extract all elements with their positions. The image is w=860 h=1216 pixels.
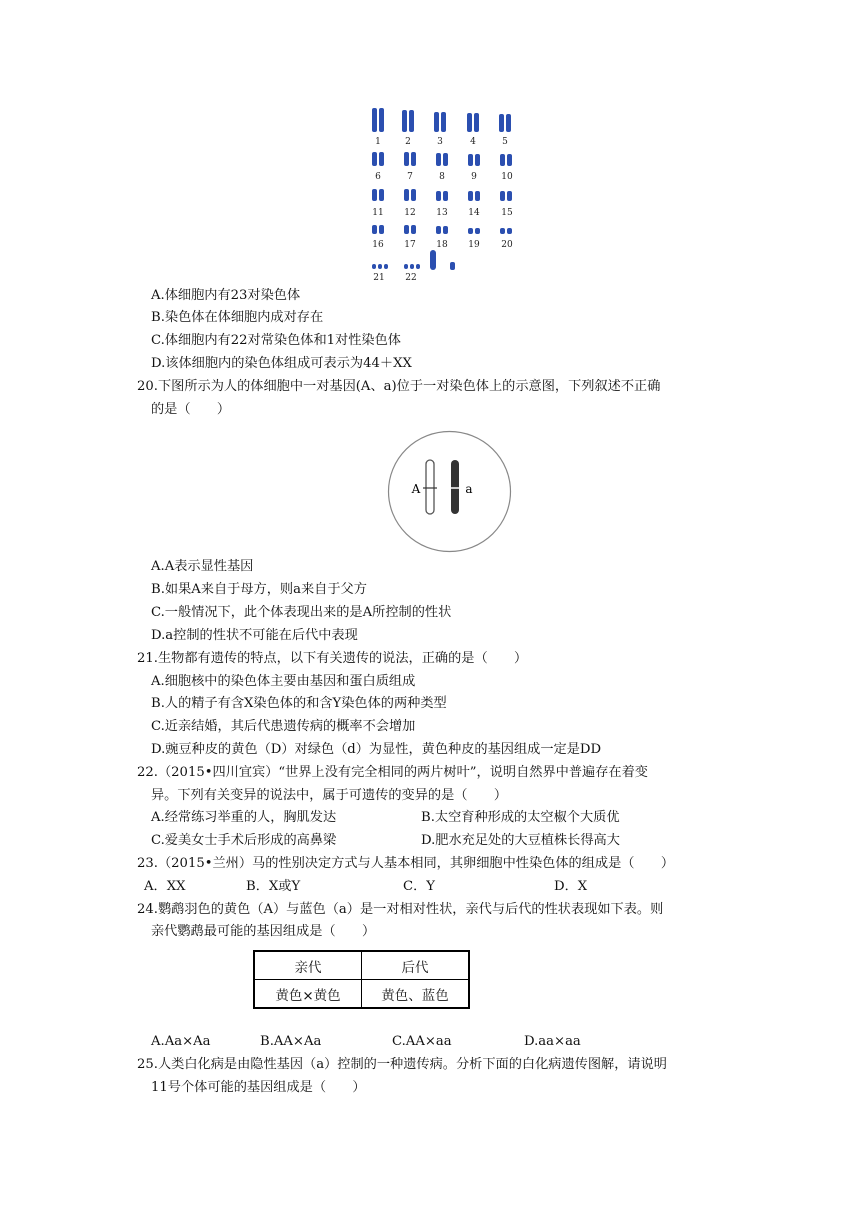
- chromosome-number: 11: [372, 208, 384, 218]
- table-cell-parent: 黄色×黄色: [254, 980, 362, 1009]
- gene-cell-figure: [387, 430, 512, 553]
- chromosome-number: 19: [468, 240, 480, 250]
- chromosome-number: 2: [405, 137, 411, 147]
- chromosome-number: 1: [375, 137, 381, 147]
- trait-table: [253, 950, 470, 1009]
- chromosome-number: 6: [375, 172, 381, 182]
- chromosome-number: 20: [501, 240, 513, 250]
- chromosome-number: 17: [404, 240, 416, 250]
- q19-option-d: D.该体细胞内的染色体组成可表示为44＋XX: [151, 356, 412, 371]
- table-header-offspring: 后代: [362, 951, 470, 980]
- chromosome-number: 16: [372, 240, 384, 250]
- q19-option-c: C.体细胞内有22对常染色体和1对性染色体: [151, 333, 401, 348]
- q20-stem-line2: 的是（ ）: [151, 402, 231, 417]
- q23-option-a: A．XX: [144, 879, 186, 894]
- q22-stem-line1: 22.（2015•四川宜宾）“世界上没有完全相同的两片树叶”，说明自然界中普遍存在着变: [137, 765, 648, 780]
- q22-stem-line2: 异。下列有关变异的说法中，属于可遗传的变异的是（ ）: [151, 788, 508, 803]
- q21-stem: 21.生物都有遗传的特点，以下有关遗传的说法，正确的是（ ）: [137, 651, 528, 666]
- chromosome-number: 5: [502, 137, 508, 147]
- q24-option-a: A.Aa×Aa: [151, 1034, 211, 1049]
- chromosome-number: 4: [470, 137, 476, 147]
- q21-option-b: B.人的精子有含X染色体的和含Y染色体的两种类型: [151, 696, 447, 711]
- q25-stem-line2: 11号个体可能的基因组成是（ ）: [151, 1080, 366, 1095]
- q23-option-b: B．X或Y: [246, 879, 301, 894]
- q20-stem-line1: 20.下图所示为人的体细胞中一对基因(A、a)位于一对染色体上的示意图，下列叙述不正确: [137, 379, 661, 394]
- q19-option-b: B.染色体在体细胞内成对存在: [151, 310, 324, 325]
- q23-stem: 23.（2015•兰州）马的性别决定方式与人基本相同，其卵细胞中性染色体的组成是（ ）: [137, 856, 675, 871]
- gene-label-recessive: a: [465, 482, 473, 496]
- chromosome-number: 15: [501, 208, 513, 218]
- chromosome-number: 21: [373, 273, 385, 282]
- q23-option-d: D．X: [554, 879, 588, 894]
- q20-option-a: A.A表示显性基因: [151, 559, 254, 574]
- q24-stem-line1: 24.鹦鹉羽色的黄色（A）与蓝色（a）是一对相对性状，亲代与后代的性状表现如下表。则: [137, 902, 664, 917]
- gene-label-dominant: A: [411, 482, 421, 496]
- chromosome-number: 13: [436, 208, 448, 218]
- q21-option-a: A.细胞核中的染色体主要由基因和蛋白质组成: [151, 674, 416, 689]
- chromosome-number: 7: [407, 172, 413, 182]
- q19-option-a: A.体细胞内有23对染色体: [151, 288, 301, 303]
- table-cell-offspring: 黄色、蓝色: [362, 980, 470, 1009]
- chromosome-number: 3: [437, 137, 443, 147]
- chromosome-number: 22: [405, 273, 417, 282]
- q21-option-d: D.豌豆种皮的黄色（D）对绿色（d）为显性，黄色种皮的基因组成一定是DD: [151, 742, 602, 757]
- q20-option-c: C.一般情况下，此个体表现出来的是A所控制的性状: [151, 605, 452, 620]
- chromosome-number: 12: [404, 208, 416, 218]
- chromosome-number: 14: [468, 208, 480, 218]
- karyotype-figure: [364, 104, 524, 282]
- chromosome-number: 8: [439, 172, 445, 182]
- q25-stem-line1: 25.人类白化病是由隐性基因（a）控制的一种遗传病。分析下面的白化病遗传图解，请说明: [137, 1057, 667, 1072]
- q22-option-d: D.肥水充足处的大豆植株长得高大: [421, 833, 620, 848]
- q24-option-c: C.AA×aa: [392, 1034, 452, 1049]
- q20-option-d: D.a控制的性状不可能在后代中表现: [151, 628, 358, 643]
- chromosome-light: [426, 460, 434, 514]
- q24-option-b: B.AA×Aa: [260, 1034, 322, 1049]
- q24-option-d: D.aa×aa: [524, 1034, 581, 1049]
- q23-option-c: C．Y: [403, 879, 435, 894]
- table-header-parent: 亲代: [254, 951, 362, 980]
- q24-stem-line2: 亲代鹦鹉最可能的基因组成是（ ）: [151, 924, 376, 939]
- q20-option-b: B.如果A来自于母方，则a来自于父方: [151, 582, 367, 597]
- chromosome-dark: [451, 460, 459, 514]
- q22-option-b: B.太空育种形成的太空椒个大质优: [421, 810, 620, 825]
- q21-option-c: C.近亲结婚，其后代患遗传病的概率不会增加: [151, 719, 416, 734]
- chromosome-number: 9: [471, 172, 477, 182]
- chromosome-number: 18: [436, 240, 448, 250]
- chromosome-number: 10: [501, 172, 513, 182]
- q22-option-c: C.爱美女士手术后形成的高鼻梁: [151, 833, 337, 848]
- q22-option-a: A.经常练习举重的人，胸肌发达: [151, 810, 337, 825]
